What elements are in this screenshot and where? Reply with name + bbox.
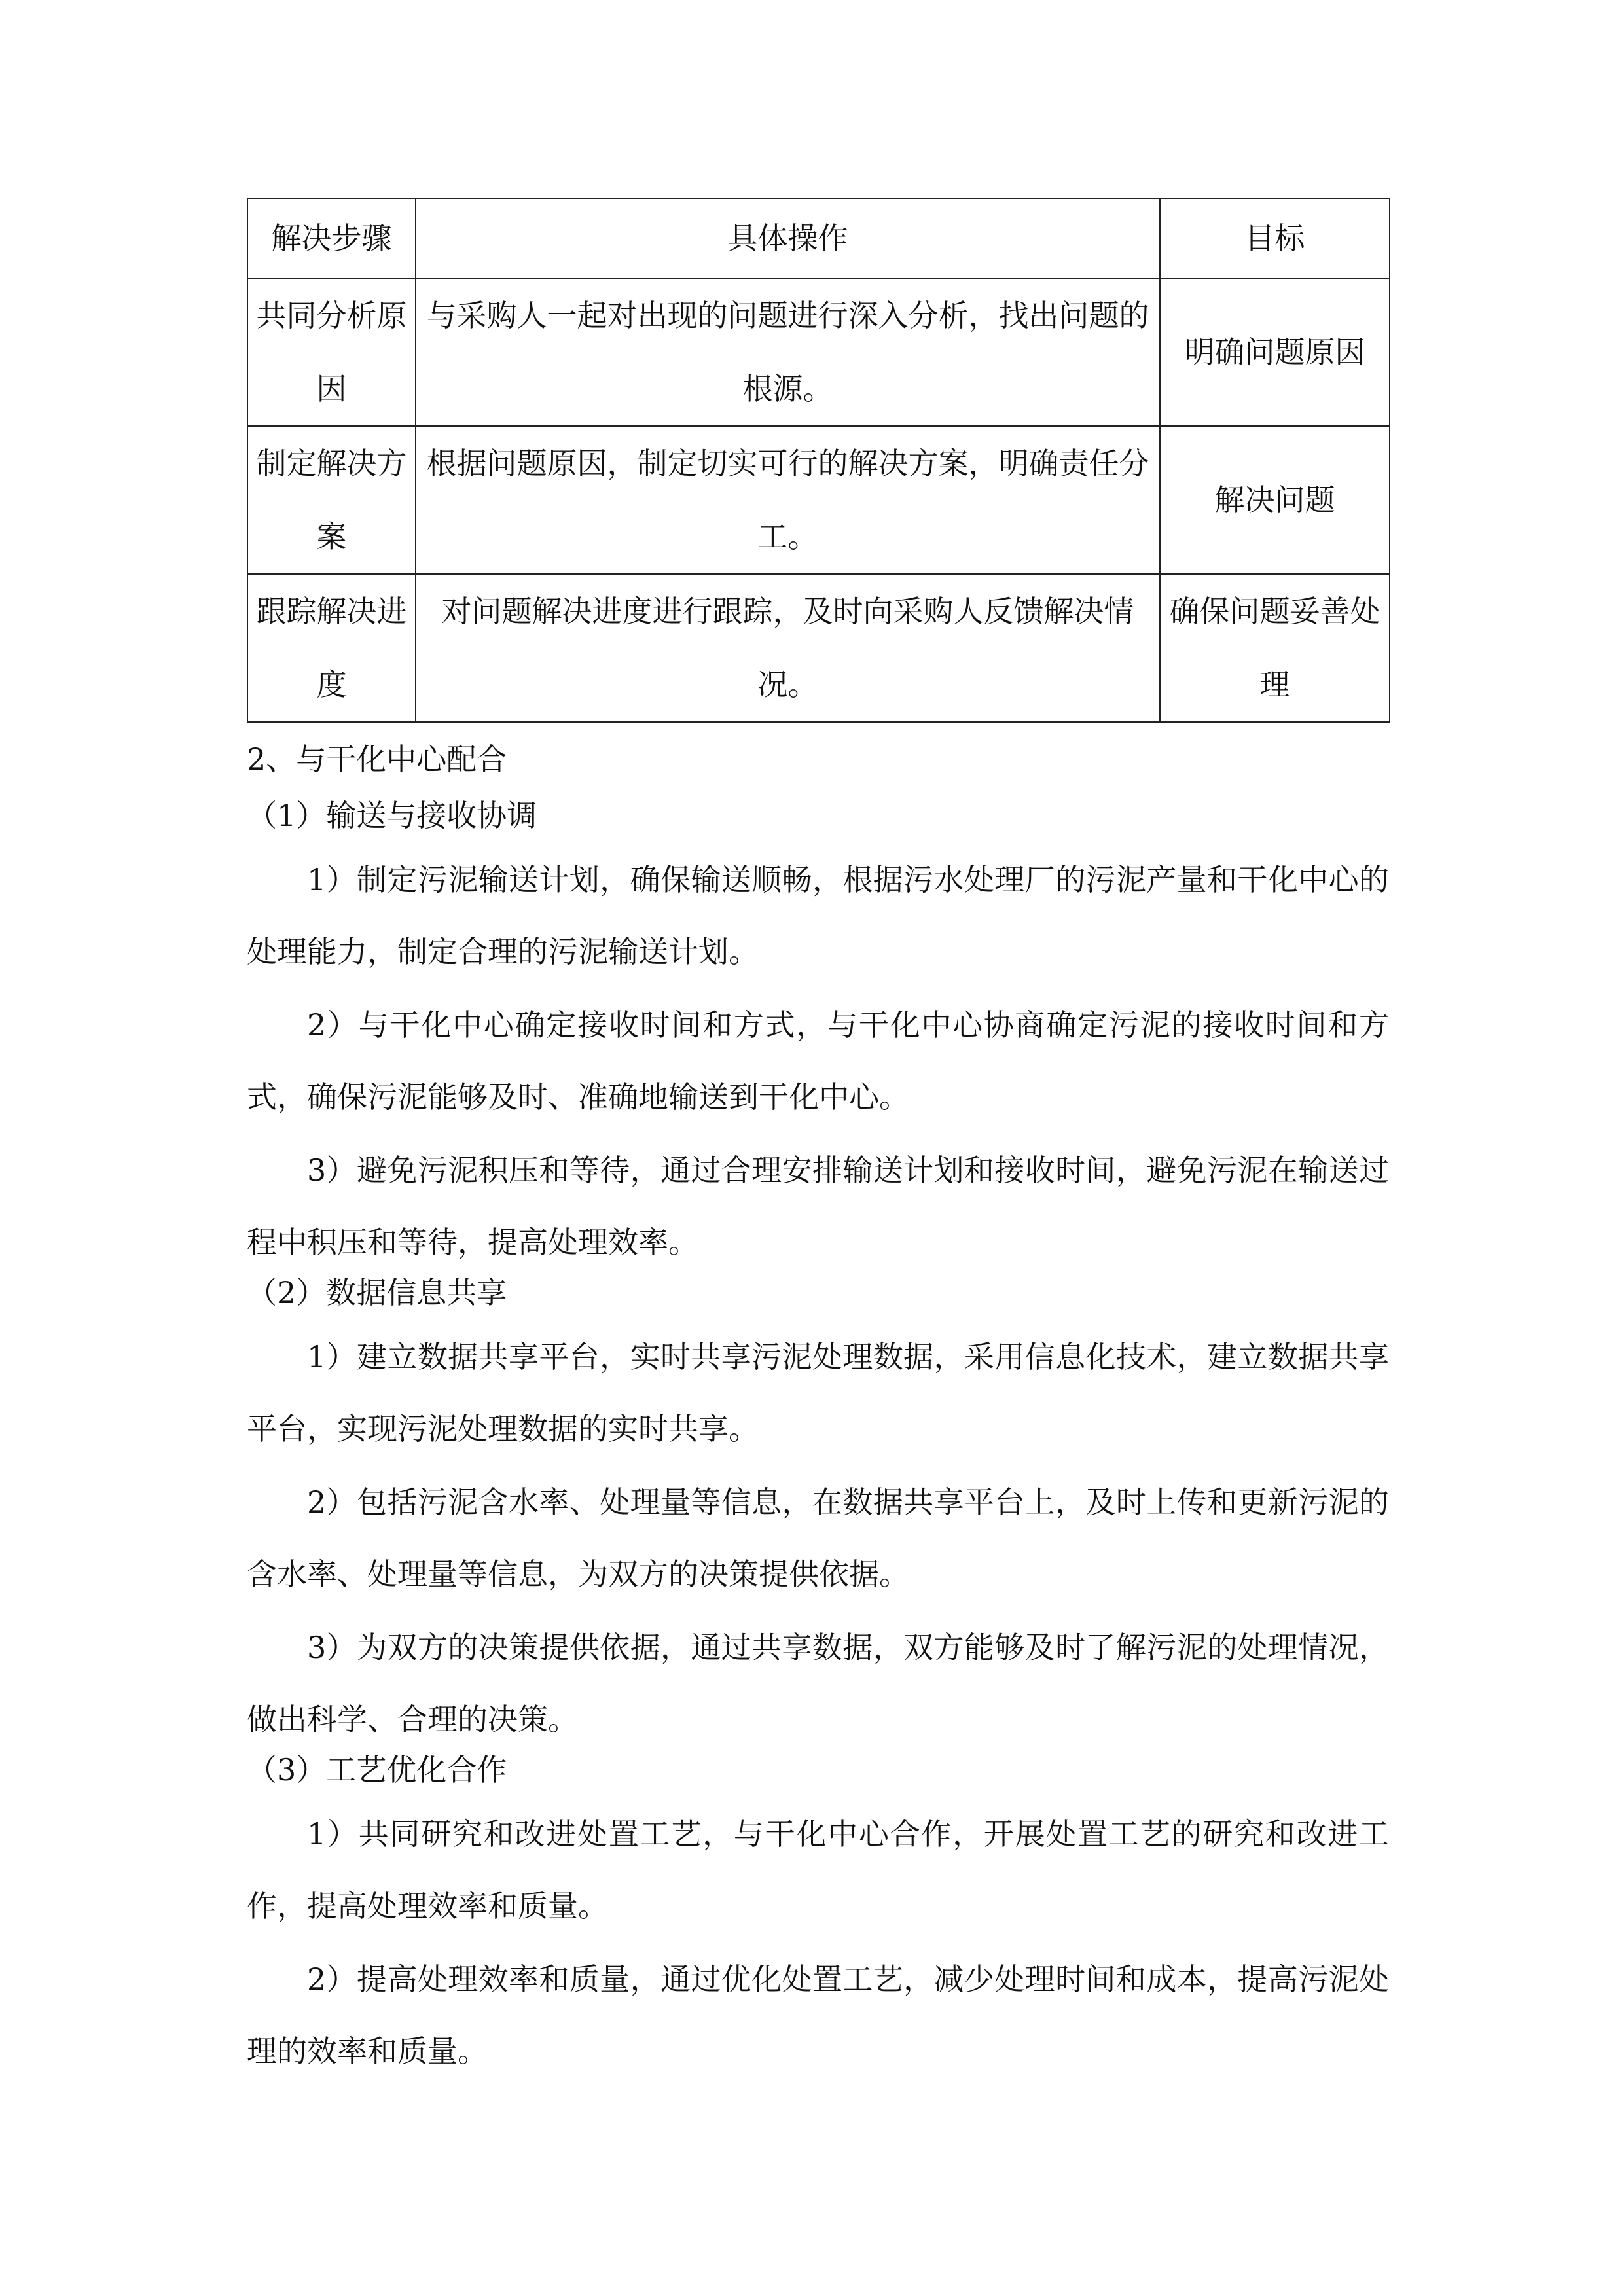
- solution-steps-table: [247, 198, 1390, 723]
- paragraph: 1）制定污泥输送计划，确保输送顺畅，根据污水处理厂的污泥产量和干化中心的处理能力，制定合理的污泥输送计划。: [247, 862, 1389, 969]
- table-header-row: [247, 198, 1390, 278]
- paragraph: 3）为双方的决策提供依据，通过共享数据，双方能够及时了解污泥的处理情况，做出科学、合理的决策。: [247, 1630, 1389, 1737]
- paragraph: 2）提高处理效率和质量，通过优化处置工艺，减少处理时间和成本，提高污泥处理的效率和质量。: [247, 1962, 1389, 2069]
- table-row: [247, 278, 1390, 426]
- paragraph: 2）包括污泥含水率、处理量等信息，在数据共享平台上，及时上传和更新污泥的含水率、处理量等信息，为双方的决策提供依据。: [247, 1484, 1389, 1592]
- paragraph: 1）共同研究和改进处置工艺，与干化中心合作，开展处置工艺的研究和改进工作，提高处理效率和质量。: [247, 1816, 1389, 1924]
- goal-cell: 解决问题: [1160, 426, 1390, 574]
- subsection-title-transport: （1）输送与接收协调: [247, 798, 537, 833]
- goal-cell: 确保问题妥善处理: [1160, 574, 1390, 722]
- action-cell: 根据问题原因，制定切实可行的解决方案，明确责任分工。: [416, 426, 1160, 574]
- table-row: [247, 426, 1390, 574]
- action-cell: 与采购人一起对出现的问题进行深入分析，找出问题的根源。: [416, 278, 1160, 426]
- section-title: 2、与干化中心配合: [247, 742, 507, 777]
- action-cell: 对问题解决进度进行跟踪，及时向采购人反馈解决情况。: [416, 574, 1160, 722]
- header-step: 解决步骤: [247, 198, 416, 278]
- table-row: [247, 574, 1390, 722]
- paragraph: 3）避免污泥积压和等待，通过合理安排输送计划和接收时间，避免污泥在输送过程中积压和等待，提高处理效率。: [247, 1153, 1389, 1260]
- step-cell: 共同分析原因: [247, 278, 416, 426]
- step-cell: 制定解决方案: [247, 426, 416, 574]
- header-goal: 目标: [1160, 198, 1390, 278]
- step-cell: 跟踪解决进度: [247, 574, 416, 722]
- subsection-title-data-sharing: （2）数据信息共享: [247, 1275, 507, 1310]
- goal-cell: 明确问题原因: [1160, 278, 1390, 426]
- subsection-title-process: （3）工艺优化合作: [247, 1752, 507, 1787]
- paragraph: 1）建立数据共享平台，实时共享污泥处理数据，采用信息化技术，建立数据共享平台，实现污泥处理数据的实时共享。: [247, 1339, 1389, 1446]
- paragraph: 2）与干化中心确定接收时间和方式，与干化中心协商确定污泥的接收时间和方式，确保污泥能够及时、准确地输送到干化中心。: [247, 1007, 1389, 1115]
- header-action: 具体操作: [416, 198, 1160, 278]
